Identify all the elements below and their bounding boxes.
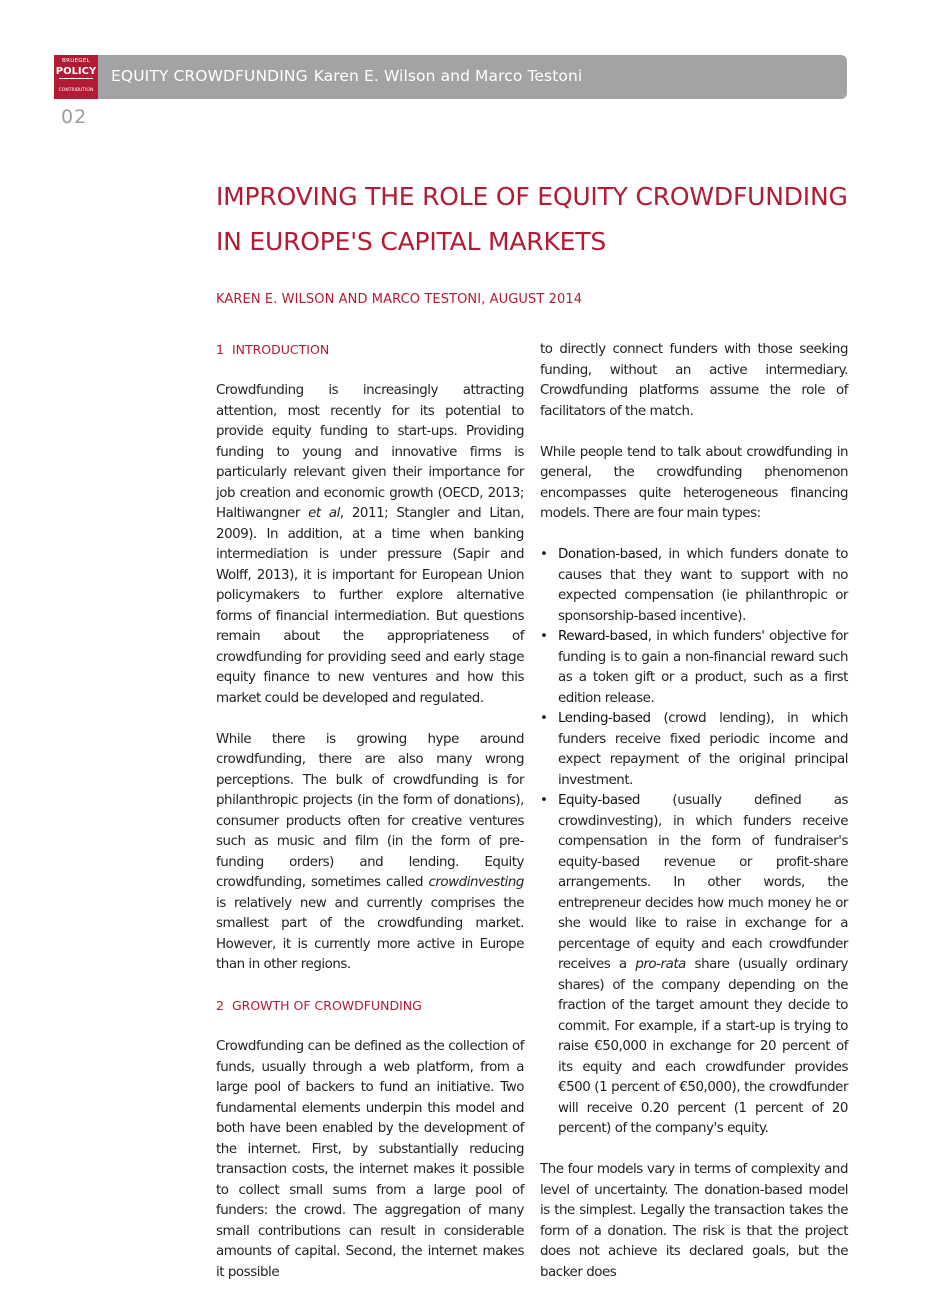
text-run: , 2011; Stangler and Litan, 2009). In addition, at a time when banking intermediation is under pressure (Sapir and Wolff, 2013), it is important for European Union policymakers to further explore alternative forms of financial intermediation. But questions remain about the appropriateness of crowdfunding for providing seed and early stage equity finance to new ventures and how this market could be developed and regulated. — [216, 506, 525, 706]
paragraph: to directly connect funders with those seeking funding, without an active intermediary. Crowdfunding platforms assume the role of facilitators of the match. — [540, 342, 848, 419]
italic-text: crowdinvesting — [428, 875, 524, 890]
logo-rule — [59, 78, 93, 79]
paragraph: Crowdfunding can be defined as the collection of funds, usually through a web platform, from a large pool of backers to fund an initiative. Two fundamental elements underpin this model and both have been enabled by the development of the internet. First, by substantially reducing transaction costs, the internet makes it possible to collect small sums from a large pool of funders: the crowd. The aggregation of many small contributions can result in considerable amounts of capital. Second, the internet makes it possible — [216, 1039, 524, 1280]
section-number: 1 — [216, 342, 224, 357]
italic-text: pro-rata — [635, 957, 686, 972]
running-header — [111, 65, 582, 87]
list-text: , in which funders' objective for funding is to gain a non-financial reward such as a token gift or a product, such as a first edition release. — [558, 629, 848, 706]
bruegel-logo — [54, 55, 98, 99]
logo-line-1: BRUEGEL — [62, 58, 90, 64]
header-authors: Karen E. Wilson and Marco Testoni — [313, 67, 583, 85]
text-run: While there is growing hype around crowdfunding, there are also many wrong perceptions. The bulk of crowdfunding is for philanthropic projects (in the form of donations), consumer products often for creative ventures such as music and film (in the form of pre-funding orders) and lending. Equity crowdfunding, sometimes called — [216, 731, 524, 890]
byline: KAREN E. WILSON AND MARCO TESTONI, AUGUST 2014 — [216, 292, 583, 307]
left-column — [216, 340, 524, 1304]
bullet-icon: • — [540, 711, 548, 726]
section-title: GROWTH OF CROWDFUNDING — [231, 998, 422, 1013]
list-item — [540, 709, 848, 791]
list-text: (usually defined as crowdinvesting), in which funders receive compensation in the form of fundraiser's equity-based revenue or profit-share arrangements. In other words, the entrepreneur decides how much money he or she would like to raise in exchange for a percentage of equity and each crowdfunder receives a — [558, 793, 848, 972]
page-number: 02 — [61, 106, 88, 128]
right-column — [540, 340, 848, 1304]
crowdfunding-types-list — [540, 545, 848, 1140]
list-item — [540, 545, 848, 627]
list-term: Reward-based — [558, 629, 648, 644]
list-term: Equity-based — [558, 793, 640, 808]
list-text: , in which funders donate to causes that they want to support with no expected compensation (ie philanthropic or sponsorship-based incentive). — [558, 547, 848, 624]
paragraph — [216, 381, 524, 709]
section-heading-introduction — [216, 340, 524, 361]
paragraph — [216, 730, 524, 976]
logo-line-3: CONTRIBUTION — [58, 88, 94, 93]
list-text: share (usually ordinary shares) of the company depending on the fraction of the target amount they decide to commit. For example, if a start-up is trying to raise €50,000 in exchange for 20 percent of its equity and each crowdfunder provides €500 (1 percent of €50,000), the crowdfunder will receive 0.20 percent (1 percent of 20 percent) of the company's equity. — [558, 957, 848, 1136]
italic-text: et al — [308, 506, 340, 521]
header-topic: EQUITY CROWDFUNDING — [111, 67, 308, 85]
text-run: Crowdfunding is increasingly attracting attention, most recently for its potential to provide equity funding to start-ups. Providing funding to young and innovative firms is particularly relevant given their importance for job creation and economic growth (OECD, 2013; Haltiwangner — [216, 383, 524, 521]
paragraph: While people tend to talk about crowdfunding in general, the crowdfunding phenomenon encompasses quite heterogeneous financing models. There are four main types: — [540, 444, 848, 521]
logo-line-2: POLICY — [55, 66, 97, 77]
bullet-icon: • — [540, 547, 548, 562]
section-heading-growth — [216, 996, 524, 1017]
list-item — [540, 627, 848, 709]
list-term: Donation-based — [558, 547, 658, 562]
paragraph: The four models vary in terms of complexity and level of uncertainty. The donation-based model is the simplest. Legally the transaction takes the form of a donation. The risk is that the project does not achieve its declared goals, but the backer does — [540, 1162, 848, 1280]
bullet-icon: • — [540, 793, 548, 808]
list-item — [540, 791, 848, 1140]
list-term: Lending-based — [558, 711, 651, 726]
section-title: INTRODUCTION — [231, 342, 330, 357]
list-text: (crowd lending), in which funders receive fixed periodic income and expect repayment of the original principal investment. — [558, 711, 848, 788]
bullet-icon: • — [540, 629, 548, 644]
text-run: is relatively new and currently comprises the smallest part of the crowdfunding market. However, it is currently more active in Europe than in other regions. — [216, 895, 524, 972]
page-title: IMPROVING THE ROLE OF EQUITY CROWDFUNDING IN EUROPE'S CAPITAL MARKETS — [216, 182, 848, 256]
section-number: 2 — [216, 998, 224, 1013]
